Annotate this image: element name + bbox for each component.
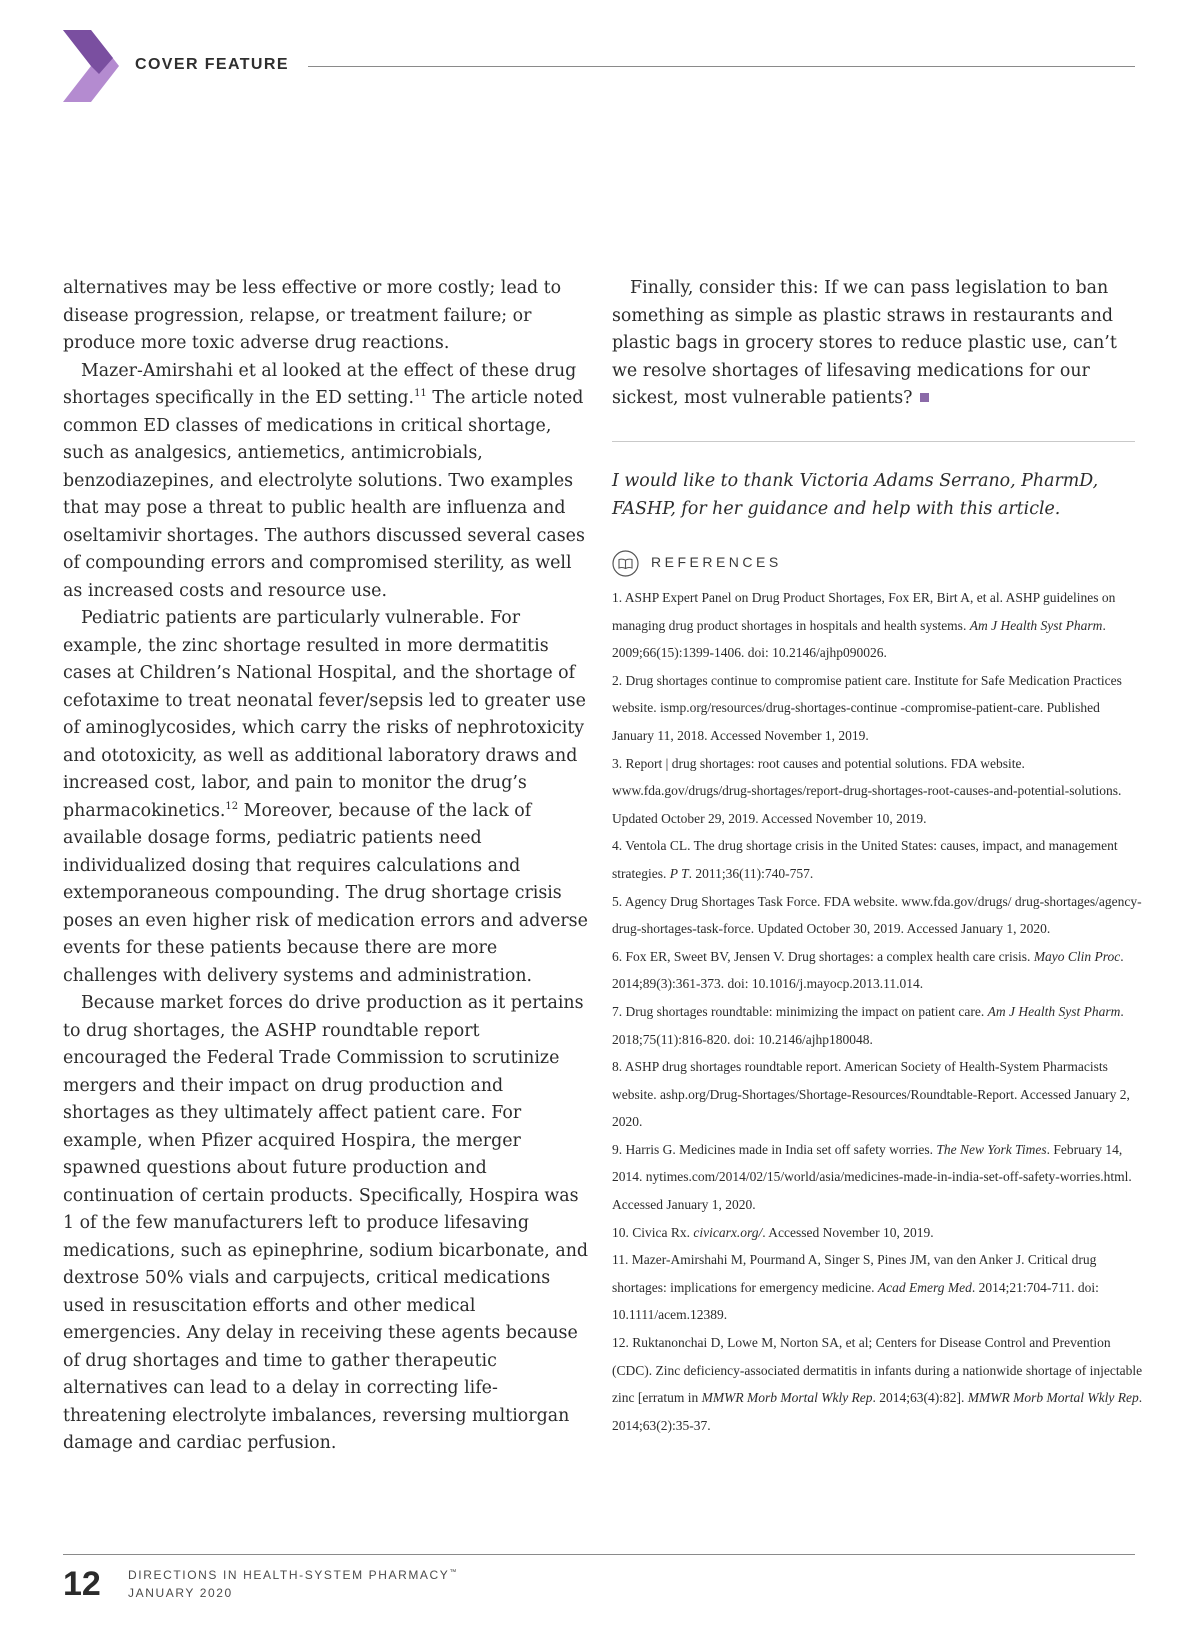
section-divider — [612, 441, 1135, 442]
paragraph-text: Pediatric patients are particularly vulnerable. For example, the zinc shortage resulted in more dermatitis cases at Children’s National Hospital, and the shortage of cefotaxime to treat neonatal fever/sepsis led to greater use of aminoglycosides, which carry the risks of nephrotoxicity and ototoxicity, as well as additional laboratory draws and increased cost, labor, and pain to monitor the drug’s pharmacokinetics. — [63, 608, 586, 821]
left-column — [63, 275, 589, 1458]
issue-date: JANUARY 2020 — [128, 1586, 233, 1600]
reference-journal: MMWR Morb Mortal Wkly Rep — [701, 1390, 873, 1406]
reference-text: 8. ASHP drug shortages roundtable report. American Society of Health-System Pharmacists website. ashp.org/Drug-Shortages/Shortage-Resources/Roundtable-Report. Accessed January 2, 2020. — [612, 1059, 1130, 1130]
reference-item — [612, 888, 1144, 943]
references-title: REFERENCES — [651, 554, 782, 570]
reference-journal: The New York Times — [936, 1141, 1047, 1157]
paragraph-text: alternatives may be less effective or more costly; lead to disease progression, relapse, or treatment failure; or produce more toxic adverse drug reactions. — [63, 278, 562, 353]
reference-item — [612, 1329, 1144, 1439]
page-header — [0, 0, 1200, 120]
reference-text: . Accessed November 10, 2019. — [762, 1224, 934, 1240]
reference-text: . 2014;63(4):82]. — [872, 1390, 968, 1406]
reference-text: . 2014;63(2):35-37. — [612, 1390, 1143, 1433]
paragraph-text: Moreover, because of the lack of available dosage forms, pediatric patients need individualized dosing that requires calculations and extemporaneous compounding. The drug shortage crisis poses an even higher risk of medication errors and adverse events for these patients because there are more challenges with delivery systems and administration. — [63, 800, 588, 986]
reference-text: 6. Fox ER, Sweet BV, Jensen V. Drug shortages: a complex health care crisis. — [612, 948, 1034, 964]
reference-text: 2. Drug shortages continue to compromise patient care. Institute for Safe Medication Practices website. ismp.org/resources/drug-shortages-continue -compromise-patient-care. Published January 11, 2018. Accessed November 1, 2019. — [612, 672, 1122, 743]
trademark: ™ — [449, 1569, 459, 1576]
paragraph-text: Because market forces do drive production as it pertains to drug shortages, the ASHP roundtable report encouraged the Federal Trade Commission to scrutinize mergers and their impact on drug production and shortages as they ultimately affect patient care. For example, when Pfizer acquired Hospira, the merger spawned questions about future production and continuation of certain products. Specifically, Hospira was 1 of the few manufacturers left to produce lifesaving medications, such as epinephrine, sodium bicarbonate, and dextrose 50% vials and carpujects, critical medications used in resuscitation efforts and other medical emergencies. Any delay in receiving these agents because of drug shortages and time to gather therapeutic alternatives can lead to a delay in correcting life-threatening electrolyte imbalances, reversing multiorgan damage and cardiac perfusion. — [63, 993, 589, 1453]
acknowledgment: I would like to thank Victoria Adams Serrano, PharmD, FASHP, for her guidance and help with this article. — [612, 471, 1099, 519]
reference-text: 3. Report | drug shortages: root causes and potential solutions. FDA website. www.fda.gov/drugs/drug-shortages/report-drug-shortages-root-causes-and-potential-solutions. Updated October 29, 2019. Accessed November 10, 2019. — [612, 755, 1122, 826]
page-number: 12 — [63, 1565, 101, 1603]
header-rule — [308, 66, 1135, 67]
reference-text: . 2009;66(15):1399-1406. doi: 10.2146/ajhp090026. — [612, 617, 1106, 661]
reference-item — [612, 998, 1144, 1053]
reference-item — [612, 667, 1144, 750]
reference-text: 9. Harris G. Medicines made in India set off safety worries. — [612, 1141, 937, 1157]
footer-rule — [63, 1554, 1135, 1555]
end-mark-icon — [920, 393, 929, 402]
paragraph-text: Finally, consider this: If we can pass legislation to ban something as simple as plastic straws in restaurants and plastic bags in grocery stores to reduce plastic use, can’t we resolve shortages of lifesaving medications for our sickest, most vulnerable patients? — [612, 278, 1117, 408]
reference-text: . 2014;89(3):361-373. doi: 10.1016/j.mayocp.2013.11.014. — [612, 948, 1124, 992]
paragraph — [63, 275, 589, 358]
right-column — [612, 275, 1137, 413]
reference-text: 7. Drug shortages roundtable: minimizing the impact on patient care. — [612, 1003, 988, 1019]
citation-ref: 11 — [414, 388, 427, 399]
closing-paragraph — [612, 275, 1137, 413]
section-label: COVER FEATURE — [135, 56, 289, 73]
reference-journal: MMWR Morb Mortal Wkly Rep — [967, 1390, 1139, 1406]
paragraph-text: The article noted common ED classes of medications in critical shortage, such as analgesics, antiemetics, antimicrobials, benzodiazepines, and electrolyte solutions. Two examples that may pose a threat to public health are influenza and oseltamivir shortages. The authors discussed several cases of compounding errors and compromised sterility, as well as increased costs and resource use. — [63, 388, 585, 601]
paragraph — [63, 990, 589, 1458]
paragraph — [63, 358, 589, 606]
reference-item — [612, 750, 1144, 833]
reference-item — [612, 1136, 1144, 1219]
reference-item — [612, 943, 1144, 998]
reference-text: . 2011;36(11):740-757. — [688, 865, 814, 881]
paragraph — [63, 605, 589, 990]
chevron-logo-icon — [63, 30, 119, 102]
reference-journal: Am J Health Syst Pharm — [969, 617, 1103, 633]
reference-text: 10. Civica Rx. — [612, 1224, 694, 1240]
reference-item — [612, 832, 1144, 887]
reference-text: . 2014;21:704-711. doi: 10.1111/acem.12389. — [612, 1279, 1099, 1323]
reference-item — [612, 1219, 1144, 1247]
publication-title — [128, 1568, 458, 1582]
book-icon — [612, 550, 639, 577]
reference-text: 1. ASHP Expert Panel on Drug Product Shortages, Fox ER, Birt A, et al. ASHP guidelines on managing drug product shortages in hospitals and health systems. — [612, 590, 1116, 633]
reference-journal: Am J Health Syst Pharm — [987, 1003, 1121, 1019]
paragraph-text: Mazer-Amirshahi et al looked at the effect of these drug shortages specifically in the ED setting. — [63, 360, 577, 408]
references-header — [612, 550, 1012, 578]
citation-ref: 12 — [225, 800, 239, 812]
publication-name: DIRECTIONS IN HEALTH-SYSTEM PHARMACY — [128, 1568, 450, 1582]
reference-text: . February 14, 2014. nytimes.com/2014/02/15/world/asia/medicines-made-in-india-set-off-safety-worries.html. Accessed January 1, 2020. — [612, 1141, 1132, 1213]
reference-item — [612, 584, 1144, 667]
reference-journal: civicarx.org/ — [693, 1224, 763, 1240]
references-list — [612, 584, 1144, 1439]
reference-text: . 2018;75(11):816-820. doi: 10.2146/ajhp180048. — [612, 1003, 1124, 1047]
reference-text: 11. Mazer-Amirshahi M, Pourmand A, Singer S, Pines JM, van den Anker J. Critical drug shortages: implications for emergency medicine. — [612, 1252, 1097, 1295]
reference-text: 4. Ventola CL. The drug shortage crisis in the United States: causes, impact, and management strategies. — [612, 838, 1118, 881]
reference-item — [612, 1246, 1144, 1329]
reference-journal: Acad Emerg Med — [877, 1279, 972, 1295]
reference-item — [612, 1053, 1144, 1136]
reference-journal: Mayo Clin Proc — [1033, 948, 1121, 964]
reference-text: 12. Ruktanonchai D, Lowe M, Norton SA, et al; Centers for Disease Control and Prevention (CDC). Zinc deficiency-associated dermatitis in infants during a nationwide shortage of injectable zinc [erratum in — [612, 1335, 1143, 1406]
reference-text: 5. Agency Drug Shortages Task Force. FDA website. www.fda.gov/drugs/ drug-shortages/agency-drug-shortages-task-force. Updated October 30, 2019. Accessed January 1, 2020. — [612, 893, 1142, 937]
reference-journal: P T — [669, 865, 689, 881]
